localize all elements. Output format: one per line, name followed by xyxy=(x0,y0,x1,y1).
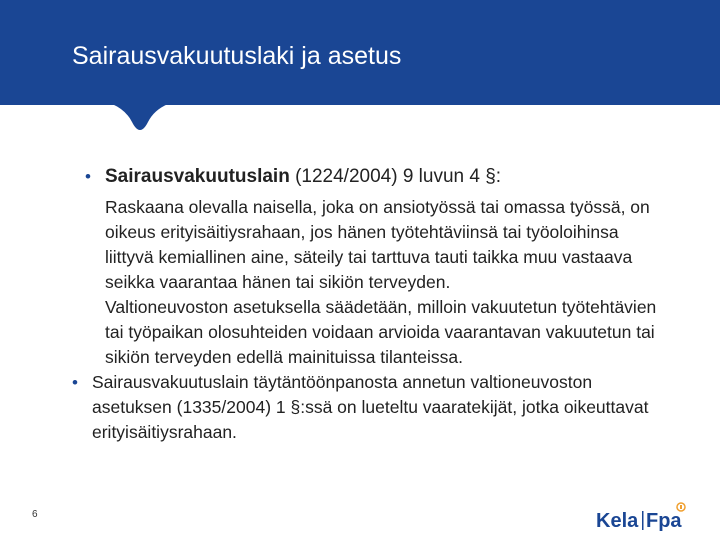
bullet-item-1 xyxy=(85,162,672,192)
bullet-2-text: Sairausvakuutuslain täytäntöönpanosta annetun valtioneuvoston asetuksen (1335/2004) 1 §:ssä on lueteltu vaaratekijät, jotka oikeuttavat erityisäitiysrahaan. xyxy=(92,372,649,442)
quote-paragraph-1: Raskaana olevalla naisella, joka on ansiotyössä tai omassa työssä, on oikeus erityisäitiysrahaan, jos hänen työtehtäviinsä tai työoloihinsa liittyvä kemiallinen aine, säteily tai tarttuva tauti taikka muu vastaava seikka vaarantaa hänen tai sikiön terveyden. xyxy=(105,197,650,292)
svg-text:Kela: Kela xyxy=(596,510,639,532)
slide-title: Sairausvakuutuslaki ja asetus xyxy=(72,42,402,70)
slide-header xyxy=(0,0,720,105)
page-number: 6 xyxy=(32,509,38,520)
quote-paragraph-2: Valtioneuvoston asetuksella säädetään, milloin vakuutetun työtehtävien tai työpaikan olosuhteiden voidaan arvioida vaarantavan vakuutetun tai sikiön terveyden edellä mainituissa tilanteissa. xyxy=(105,297,657,367)
kela-fpa-logo xyxy=(596,502,696,532)
bullet-dot: • xyxy=(72,373,78,392)
bullet-item-2 xyxy=(72,370,672,445)
bullet-dot: • xyxy=(85,167,91,186)
bullet-1-bold: Sairausvakuutuslain xyxy=(105,166,290,187)
header-notch-arrow xyxy=(0,104,720,134)
slide-body xyxy=(72,162,672,445)
svg-text:Fpa: Fpa xyxy=(646,510,682,532)
quote-block xyxy=(105,195,672,370)
bullet-1-text: (1224/2004) 9 luvun 4 §: xyxy=(289,166,502,187)
